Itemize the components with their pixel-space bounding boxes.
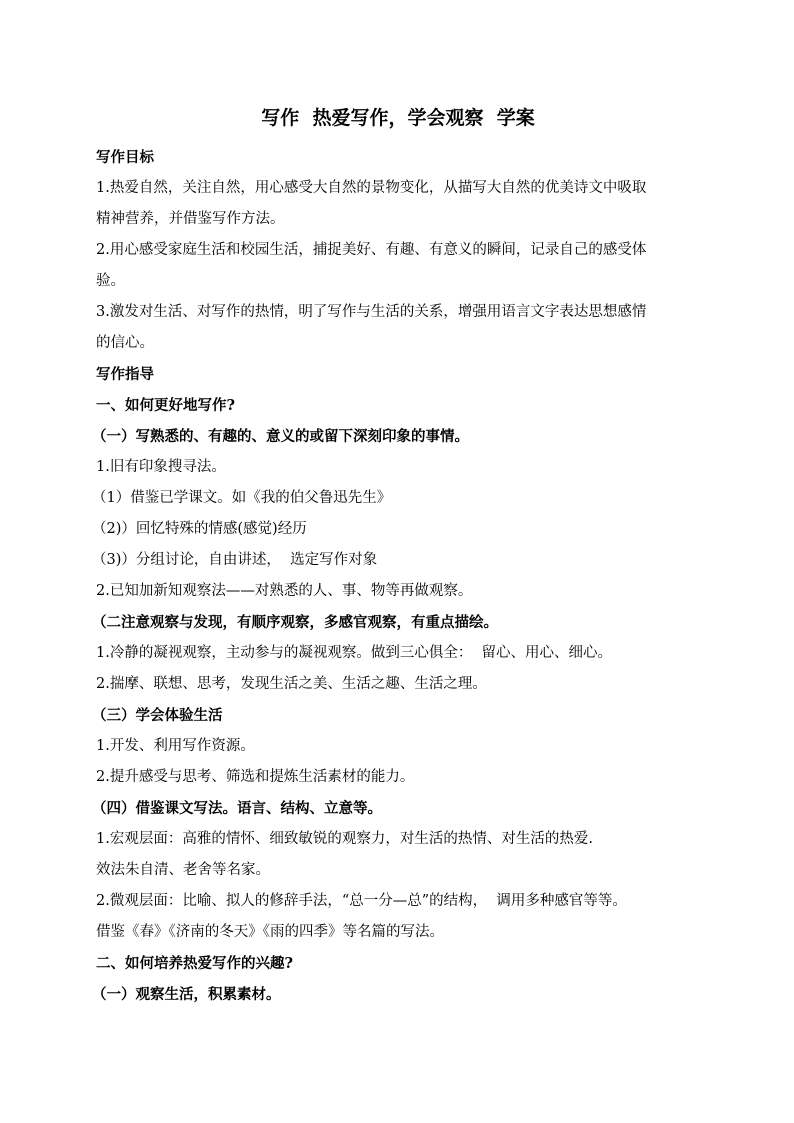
- list-item: 1.冷静的凝视观察，主动参与的凝视观察。做到三心俱全： 留心、用心、细心。: [96, 645, 613, 661]
- goal-2-line-1: 2.用心感受家庭生活和校园生活，捕捉美好、有趣、有意义的瞬间，记录自己的感受体: [96, 242, 647, 258]
- list-item: （2)）回忆特殊的情感(感觉)经历: [92, 521, 307, 537]
- list-item: 效法朱自清、老舍等名家。: [96, 862, 270, 878]
- section-heading-guidance: 写作指导: [96, 366, 154, 383]
- section-heading-goals: 写作目标: [96, 149, 154, 166]
- goal-2-line-2: 验。: [96, 273, 125, 289]
- goal-3-line-1: 3.激发对生活、对写作的热情，明了写作与生活的关系，增强用语言文字表达思想感情: [96, 304, 647, 320]
- subheading-2: （二注意观察与发现，有顺序观察，多感官观察，有重点描绘。: [92, 614, 498, 631]
- goal-1-line-1: 1.热爱自然，关注自然，用心感受大自然的景物变化，从描写大自然的优美诗文中吸取: [96, 180, 647, 196]
- subheading-3: （三）学会体验生活: [92, 707, 223, 724]
- subheading-observe-life: （一）观察生活，积累素材。: [92, 986, 281, 1003]
- goal-3-line-2: 的信心。: [96, 335, 154, 351]
- list-item: 1.宏观层面：高雅的情怀、细致敏锐的观察力，对生活的热情、对生活的热爱.: [96, 831, 593, 847]
- goal-1-line-2: 精神营养，并借鉴写作方法。: [96, 211, 285, 227]
- list-item: 2.微观层面：比喻、拟人的修辞手法，“总一分—总”的结构， 调用多种感官等等。: [96, 893, 627, 909]
- subheading-4: （四）借鉴课文写法。语言、结构、立意等。: [92, 800, 382, 817]
- list-item: 1.旧有印象搜寻法。: [96, 459, 226, 475]
- list-item: 2.提升感受与思考、筛选和提炼生活素材的能力。: [96, 769, 415, 785]
- list-item: 2.已知加新知观察法——对熟悉的人、事、物等再做观察。: [96, 583, 473, 599]
- heading-cultivate-interest: 二、如何培养热爱写作的兴趣?: [96, 955, 293, 972]
- document-page: [92, 104, 700, 1010]
- list-item: 1.开发、利用写作资源。: [96, 738, 255, 754]
- list-item: （1）借鉴已学课文。如《我的伯父鲁迅先生》: [92, 490, 392, 506]
- list-item: 借鉴《春》《济南的冬天》《雨的四季》等名篇的写法。: [96, 924, 444, 940]
- list-item: 2.揣摩、联想、思考，发现生活之美、生活之趣、生活之理。: [96, 676, 487, 692]
- list-item: （3)）分组讨论，自由讲述， 选定写作对象: [92, 552, 378, 568]
- subheading-1: （一）写熟悉的、有趣的、意义的或留下深刻印象的事情。: [92, 428, 469, 445]
- heading-how-to-write: 一、如何更好地写作?: [96, 397, 235, 414]
- document-title: 写作 热爱写作，学会观察 学案: [261, 107, 535, 129]
